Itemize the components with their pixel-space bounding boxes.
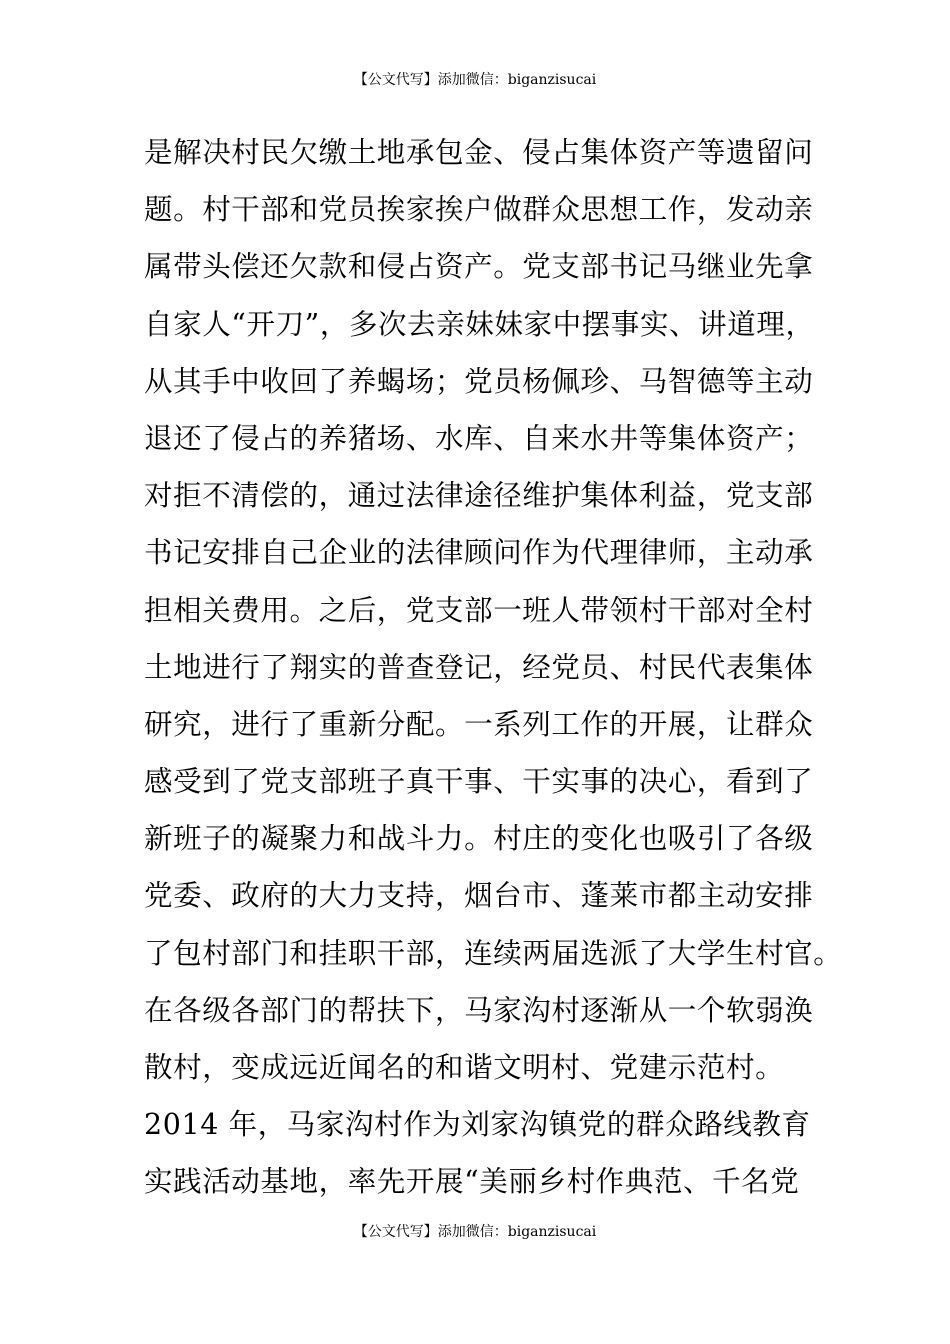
page-header: 【公文代写】添加微信：biganzisucai [353, 72, 597, 88]
text-line: 对拒不清偿的，通过法律途径维护集体利益，党支部 [144, 479, 814, 513]
text-line: 退还了侵占的养猪场、水库、自来水井等集体资产； [144, 421, 814, 455]
text-line: 土地进行了翔实的普查登记，经党员、村民代表集体 [144, 650, 814, 684]
body-text [144, 124, 844, 1211]
text-line: 了包村部门和挂职干部，连续两届选派了大学生村官。 [144, 936, 843, 970]
text-line: 党委、政府的大力支持，烟台市、蓬莱市都主动安排 [144, 879, 814, 913]
text-line: 担相关费用。之后，党支部一班人带领村干部对全村 [144, 593, 814, 627]
text-line: 属带头偿还欠款和侵占资产。党支部书记马继业先拿 [144, 250, 814, 284]
text-line: 研究，进行了重新分配。一系列工作的开展，让群众 [144, 707, 814, 741]
text-line: 书记安排自己企业的法律顾问作为代理律师，主动承 [144, 536, 814, 570]
text-line: 从其手中收回了养蝎场；党员杨佩珍、马智德等主动 [144, 364, 814, 398]
text-line: 自家人“开刀”，多次去亲妹妹家中摆事实、讲道理， [144, 307, 815, 341]
text-line: 2014 年，马家沟村作为刘家沟镇党的群众路线教育 [144, 1108, 811, 1142]
text-line: 实践活动基地，率先开展“美丽乡村作典范、千名党 [144, 1165, 800, 1199]
page-footer: 【公文代写】添加微信：biganzisucai [353, 1224, 597, 1240]
text-line: 感受到了党支部班子真干事、干实事的决心，看到了 [144, 765, 814, 799]
text-line: 在各级各部门的帮扶下，马家沟村逐渐从一个软弱涣 [144, 993, 814, 1027]
text-line: 是解决村民欠缴土地承包金、侵占集体资产等遗留问 [144, 136, 814, 169]
text-line: 散村，变成远近闻名的和谐文明村、党建示范村。 [144, 1051, 785, 1084]
text-line: 题。村干部和党员挨家挨户做群众思想工作，发动亲 [144, 193, 814, 227]
text-line: 新班子的凝聚力和战斗力。村庄的变化也吸引了各级 [144, 822, 814, 856]
